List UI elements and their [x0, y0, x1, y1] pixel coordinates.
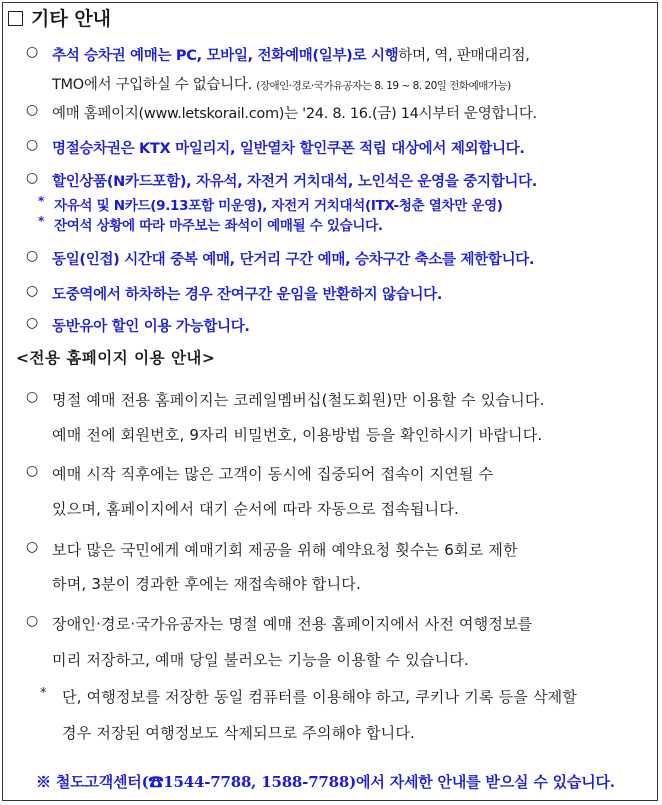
section-note-line2-text: 경우 저장된 여행정보도 삭제되므로 주의해야 합니다.: [62, 724, 415, 742]
section-item-2-line1: 예매 시작 직후에는 많은 고객이 동시에 집중되어 접속이 지연될 수: [52, 465, 494, 483]
bullet-icon: ○: [26, 170, 38, 186]
note-text: 자유석 및 N카드(9.13포함 미운영), 자전거 거치대석(ITX-청춘 열차만 운영): [54, 198, 503, 214]
bullet-icon: ○: [26, 44, 38, 60]
notice-item-1-rest: 하며, 역, 판매대리점,: [398, 48, 530, 64]
bullet-icon: ○: [26, 389, 39, 405]
notice-item-1-highlight: 추석 승차권 예매는 PC, 모바일, 전화예매(일부)로 시행: [52, 48, 399, 64]
notice-item-1-line2-text: TMO에서 구입하실 수 없습니다.: [52, 77, 252, 93]
section-item-4-line1: 장애인·경로·국가유공자는 명절 예매 전용 홈페이지에서 사전 여행정보를: [52, 615, 533, 633]
notice-item-6-text: 도중역에서 하차하는 경우 잔여구간 운임을 반환하지 않습니다.: [52, 287, 443, 303]
section-item-3-line2-text: 하며, 3분이 경과한 후에는 재접속해야 합니다.: [52, 575, 361, 593]
section-item-3-line1: 보다 많은 국민에게 예매기회 제공을 위해 예약요청 횟수는 6회로 제한: [52, 541, 518, 559]
section-item-2-line2-text: 있으며, 홈페이지에서 대기 순서에 따라 자동으로 접속됩니다.: [52, 500, 459, 518]
bullet-icon: ○: [26, 463, 39, 479]
asterisk-icon: *: [40, 686, 47, 701]
notice-item-1-small-note: (장애인·경로·국가유공자는 8. 19 ~ 8. 20일 전화예매가능): [256, 80, 511, 92]
notice-item-3-text: 명절승차권은 KTX 마일리지, 일반열차 할인쿠폰 적립 대상에서 제외합니다.: [52, 141, 525, 157]
notice-item-5-text: 동일(인접) 시간대 중복 예매, 단거리 구간 예매, 승차구간 축소를 제한합니다.: [52, 252, 535, 268]
section-item-1-line2-text: 예매 전에 회원번호, 9자리 비밀번호, 이용방법 등을 확인하시기 바랍니다.: [52, 426, 543, 444]
asterisk-icon: *: [38, 214, 45, 228]
bullet-icon: ○: [26, 315, 38, 331]
section-item-1-line1: 명절 예매 전용 홈페이지는 코레일멤버십(철도회원)만 이용할 수 있습니다.: [52, 391, 545, 409]
checkbox-square-icon: [8, 11, 23, 26]
footer-contact: ※ 철도고객센터(☎1544-7788, 1588-7788)에서 자세한 안내를 받으실 수 있습니다.: [36, 773, 615, 791]
bullet-icon: ○: [26, 137, 38, 153]
section-item-4-line2-text: 미리 저장하고, 예매 당일 불러오는 기능을 이용할 수 있습니다.: [52, 651, 469, 669]
bullet-icon: ○: [26, 613, 39, 629]
section-note-line1: 단, 여행정보를 저장한 동일 컴퓨터를 이용해야 하고, 쿠키나 기록 등을 삭제할: [62, 688, 578, 706]
asterisk-icon: *: [38, 194, 45, 208]
section-title: <전용 홈페이지 이용 안내>: [16, 349, 216, 367]
note-text: 잔여석 상황에 따라 마주보는 좌석이 예매될 수 있습니다.: [54, 218, 383, 234]
bullet-icon: ○: [26, 102, 38, 118]
notice-item-7-text: 동반유아 할인 이용 가능합니다.: [52, 319, 250, 335]
bullet-icon: ○: [26, 283, 38, 299]
bullet-icon: ○: [26, 539, 39, 555]
notice-item-2-text: 예매 홈페이지(www.letskorail.com)는 '24. 8. 16.(금) 14시부터 운영합니다.: [52, 106, 537, 122]
title-text: 기타 안내: [31, 8, 112, 30]
page-title: [8, 4, 111, 31]
notice-item-4-text: 할인상품(N카드포함), 자유석, 자전거 거치대석, 노인석은 운영을 중지합니다.: [52, 174, 538, 190]
bullet-icon: ○: [26, 248, 38, 264]
